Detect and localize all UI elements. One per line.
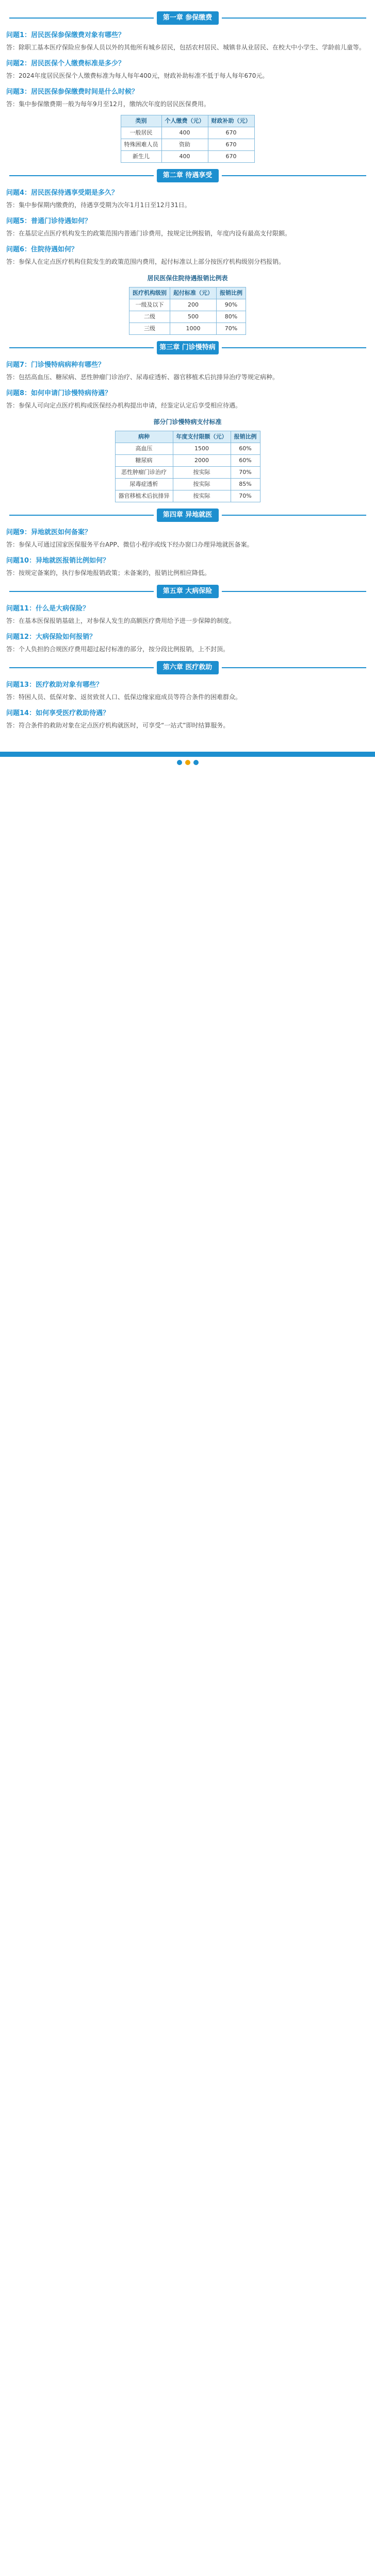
table-cell: 70%	[217, 323, 246, 335]
table-cell: 高血压	[115, 443, 173, 455]
question-text: 问题3：居民医保参保缴费时间是什么时候？	[6, 88, 139, 96]
document-page	[6, 0, 369, 744]
table-row	[129, 299, 246, 311]
answer-text: 答：符合条件的救助对象在定点医疗机构就医时，可享受“一站式”即时结算服务。	[6, 722, 230, 729]
question-text: 问题7：门诊慢特病病种有哪些？	[6, 361, 105, 369]
question-text: 问题5：普通门诊待遇如何？	[6, 217, 92, 225]
table-cell: 按实际	[173, 467, 231, 479]
table-cell: 器官移植术后抗排异	[115, 490, 173, 502]
table-header-cell: 报销比例	[217, 287, 246, 299]
table-cell: 400	[161, 151, 208, 163]
section-banner: 第五章 大病保险	[157, 585, 219, 598]
table-cell: 新生儿	[121, 151, 161, 163]
answer-text: 答：2024年度居民医保个人缴费标准为每人每年400元，财政补助标准不低于每人每年670元。	[6, 72, 269, 79]
question-text: 问题10：异地就医报销比例如何？	[6, 557, 110, 565]
question-text: 问题6：住院待遇如何？	[6, 246, 78, 253]
table-header-cell: 起付标准（元）	[170, 287, 217, 299]
answer-text: 答：个人负担的合规医疗费用超过起付标准的部分，按分段比例报销，上不封顶。	[6, 646, 230, 653]
qa-item	[6, 87, 369, 110]
qa-item	[6, 680, 369, 703]
table-row	[115, 490, 260, 502]
table-cell: 尿毒症透析	[115, 479, 173, 490]
table-cell: 200	[170, 299, 217, 311]
table-cell: 70%	[231, 490, 260, 502]
footer-dot-icon	[185, 760, 190, 765]
footer-icons	[0, 760, 375, 765]
table-header-cell: 医疗机构级别	[129, 287, 170, 299]
answer-text: 答：在基层定点医疗机构发生的政策范围内普通门诊费用，按规定比例报销，年度内设有最高支付限额。	[6, 230, 291, 237]
answer-text: 答：参保人可通过国家医保服务平台APP、微信小程序或线下经办窗口办理异地就医备案。	[6, 541, 253, 548]
qa-item	[6, 30, 369, 53]
qa-item	[6, 603, 369, 626]
footer-dot-icon	[177, 760, 182, 765]
table-header-cell: 类别	[121, 115, 161, 127]
section-banner: 第六章 医疗救助	[157, 661, 219, 674]
section-banner: 第二章 待遇享受	[157, 169, 219, 182]
question-text: 问题4：居民医保待遇享受期是多久？	[6, 189, 119, 197]
table-header-cell: 报销比例	[231, 431, 260, 443]
question-text: 问题14：如何享受医疗救助待遇？	[6, 709, 110, 717]
table-header-cell: 年度支付限额（元）	[173, 431, 231, 443]
table-row	[115, 443, 260, 455]
table-cell: 90%	[217, 299, 246, 311]
table-cell: 85%	[231, 479, 260, 490]
table-cell: 60%	[231, 455, 260, 467]
table-row	[115, 467, 260, 479]
table-cell: 2000	[173, 455, 231, 467]
answer-text: 答：参保人可向定点医疗机构或医保经办机构提出申请，经鉴定认定后享受相应待遇。	[6, 402, 242, 409]
table-cell: 资助	[161, 139, 208, 151]
table-cell: 按实际	[173, 490, 231, 502]
table-cell: 670	[208, 127, 254, 139]
footer-bar	[0, 752, 375, 757]
qa-item	[6, 632, 369, 655]
table-cell: 恶性肿瘤门诊治疗	[115, 467, 173, 479]
table-cell: 二级	[129, 311, 170, 323]
table-row	[129, 311, 246, 323]
table-title: 居民医保住院待遇报销比例表	[147, 275, 228, 282]
qa-item	[6, 360, 369, 383]
answer-text: 答：集中参保期内缴费的，待遇享受期为次年1月1日至12月31日。	[6, 201, 191, 209]
section-banner: 第三章 门诊慢特病	[157, 341, 219, 354]
qa-item	[6, 244, 369, 267]
table-cell: 糖尿病	[115, 455, 173, 467]
footer-dot-icon	[193, 760, 199, 765]
answer-text: 答：在基本医保报销基础上，对参保人发生的高额医疗费用给予进一步保障的制度。	[6, 617, 236, 624]
question-text: 问题9：异地就医如何备案？	[6, 529, 92, 536]
table-header-cell: 财政补助（元）	[208, 115, 254, 127]
table-cell: 1500	[173, 443, 231, 455]
question-text: 问题13：医疗救助对象有哪些？	[6, 681, 103, 689]
table-cell: 按实际	[173, 479, 231, 490]
answer-text: 答：特困人员、低保对象、返贫致贫人口、低保边缘家庭成员等符合条件的困难群众。	[6, 693, 242, 701]
table-cell: 60%	[231, 443, 260, 455]
table-cell: 70%	[231, 467, 260, 479]
table-cell: 1000	[170, 323, 217, 335]
answer-text: 答：按规定备案的，执行参保地报销政策；未备案的，报销比例相应降低。	[6, 569, 211, 577]
table-row	[115, 479, 260, 490]
table-cell: 400	[161, 127, 208, 139]
table-row	[121, 151, 254, 163]
section-banner: 第四章 异地就医	[157, 509, 219, 522]
data-table	[115, 431, 260, 502]
question-text: 问题1：居民医保参保缴费对象有哪些？	[6, 31, 125, 39]
table-cell: 特殊困难人员	[121, 139, 161, 151]
qa-item	[6, 708, 369, 731]
table-cell: 三级	[129, 323, 170, 335]
table-header-cell: 病种	[115, 431, 173, 443]
qa-item	[6, 58, 369, 81]
table-cell: 670	[208, 139, 254, 151]
section-banner: 第一章 参保缴费	[157, 11, 219, 25]
table-row	[129, 323, 246, 335]
answer-text: 答：参保人在定点医疗机构住院发生的政策范围内费用，起付标准以上部分按医疗机构级别分档报销。	[6, 258, 285, 265]
table-cell: 80%	[217, 311, 246, 323]
question-text: 问题12：大病保险如何报销？	[6, 633, 96, 641]
answer-text: 答：包括高血压、糖尿病、恶性肿瘤门诊治疗、尿毒症透析、器官移植术后抗排异治疗等规定病种。	[6, 374, 279, 381]
table-row	[115, 455, 260, 467]
answer-text: 答：集中参保缴费期一般为每年9月至12月，缴纳次年度的居民医保费用。	[6, 100, 210, 108]
qa-item	[6, 527, 369, 550]
qa-item	[6, 216, 369, 239]
table-cell: 670	[208, 151, 254, 163]
qa-item	[6, 555, 369, 579]
question-text: 问题2：居民医保个人缴费标准是多少？	[6, 60, 125, 67]
table-row	[121, 139, 254, 151]
table-title: 部分门诊慢特病支付标准	[153, 418, 222, 426]
table-row	[121, 127, 254, 139]
qa-item	[6, 188, 369, 211]
qa-item	[6, 388, 369, 411]
table-cell: 一般居民	[121, 127, 161, 139]
question-text: 问题11：什么是大病保险？	[6, 605, 90, 613]
question-text: 问题8：如何申请门诊慢特病待遇？	[6, 389, 112, 397]
table-cell: 500	[170, 311, 217, 323]
table-header-cell: 个人缴费（元）	[161, 115, 208, 127]
data-table	[121, 115, 255, 163]
table-cell: 一级及以下	[129, 299, 170, 311]
data-table	[129, 287, 246, 335]
answer-text: 答：除职工基本医疗保险应参保人员以外的其他所有城乡居民，包括农村居民、城镇非从业居民、在校大中小学生、学龄前儿童等。	[6, 44, 366, 51]
